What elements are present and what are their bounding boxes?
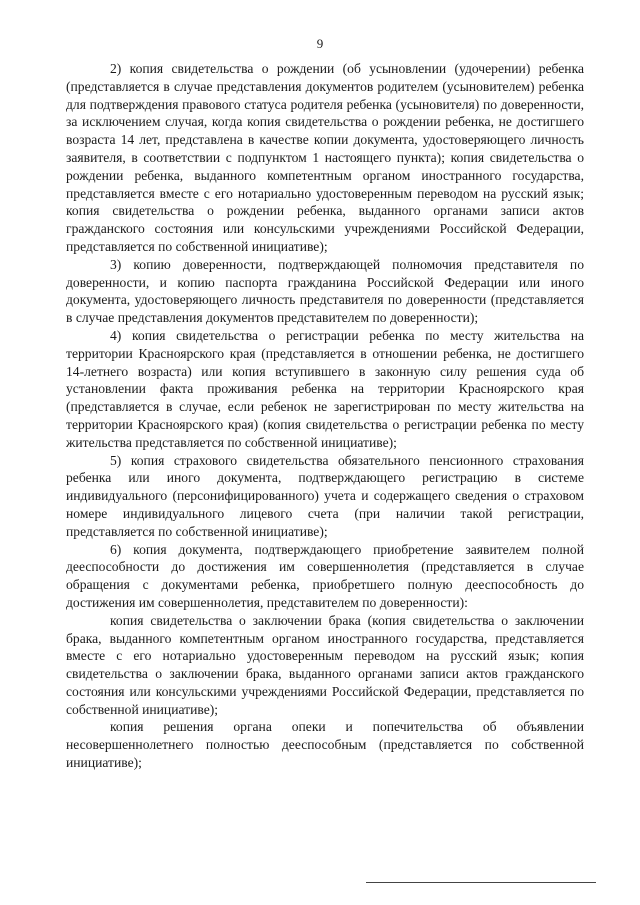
page-number: 9	[316, 36, 324, 51]
paragraph-item-3: 3) копию доверенности, подтверждающей полномочия представителя по доверенности, и копию паспорта гражданина Российской Федерации или иного документа, удостоверяющего личность представителя по доверенности (представляется в случае представления документов представителем по доверенности);	[66, 256, 584, 326]
paragraph-item-6: 6) копия документа, подтверждающего приобретение заявителем полной дееспособности до достижения им совершеннолетия (представляется в случае обращения с документами ребенка, приобретшего полную дееспособность до достижения им совершеннолетия, представителем по доверенности):	[66, 541, 584, 610]
document-body	[66, 60, 584, 772]
paragraph-marriage-certificate: копия свидетельства о заключении брака (копия свидетельства о заключении брака, выданного компетентным органом иностранного государства, представляется вместе с его нотариально удостоверенным переводом на русский язык; копия свидетельства о заключении брака, выданного органами записи актов гражданского состояния или консульскими учреждениями Российской Федерации, представляется по собственной инициативе);	[66, 612, 584, 717]
paragraph-guardianship-decision: копия решения органа опеки и попечительства об объявлении несовершеннолетнего полностью дееспособным (представляется по собственной инициативе);	[66, 719, 584, 771]
footer-divider	[366, 882, 596, 883]
paragraph-item-4: 4) копия свидетельства о регистрации ребенка по месту жительства на территории Красноярского края (представляется в отношении ребенка, не достигшего 14-летнего возраста) или копия вступившего в законную силу решения суда об установлении факта проживания ребенка на территории Красноярского края (представляется в случае, если ребенок не зарегистрирован по месту жительства на территории Красноярского края) (копия свидетельства о регистрации ребенка по месту жительства представляется по собственной инициативе);	[66, 327, 584, 450]
paragraph-item-2: 2) копия свидетельства о рождении (об усыновлении (удочерении) ребенка (представляется в случае представления документов родителем (усыновителем) ребенка для подтверждения правового статуса родителя ребенка (усыновителя) по доверенности, за исключением случая, когда копия свидетельства о рождении ребенка, не достигшего возраста 14 лет, представлена в качестве копии документа, удостоверяющего личность заявителя, в соответствии с подпунктом 1 настоящего пункта); копия свидетельства о рождении ребенка, выданного компетентным органом иностранного государства, представляется вместе с его нотариально удостоверенным переводом на русский язык; копия свидетельства о рождении ребенка, выданного органами записи актов гражданского состояния или консульскими учреждениями Российской Федерации, представляется по собственной инициативе);	[66, 61, 584, 254]
paragraph-item-5: 5) копия страхового свидетельства обязательного пенсионного страхования ребенка или иного документа, подтверждающего регистрацию в системе индивидуального (персонифицированного) учета и содержащего сведения о страховом номере индивидуального лицевого счета (при наличии такой регистрации, представляется по собственной инициативе);	[66, 452, 584, 539]
